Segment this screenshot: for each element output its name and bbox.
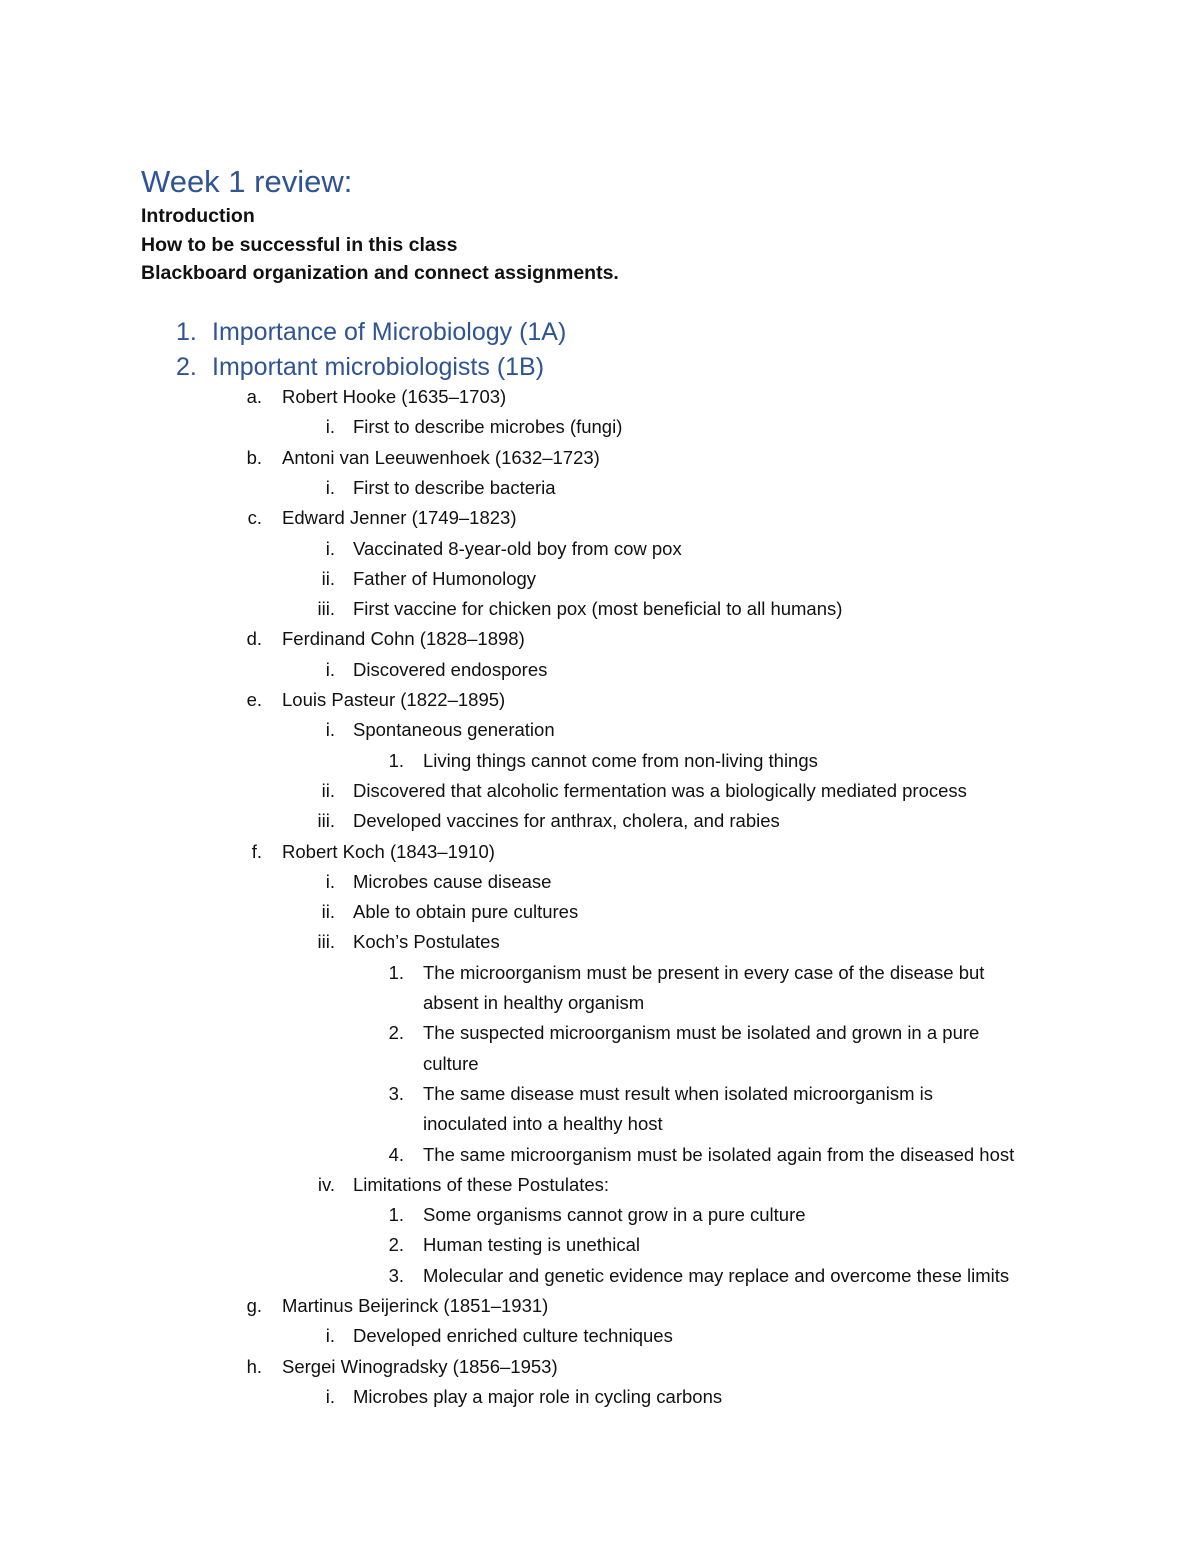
intro-line: How to be successful in this class bbox=[141, 234, 458, 256]
outline-text: Microbes play a major role in cycling carbons bbox=[353, 1385, 723, 1407]
outline-marker: 3. bbox=[388, 1082, 404, 1104]
outline-text: The same disease must result when isolated microorganism is bbox=[423, 1082, 933, 1104]
outline-marker: iii. bbox=[317, 931, 335, 953]
outline-marker: e. bbox=[246, 689, 262, 710]
outline-text: Vaccinated 8-year-old boy from cow pox bbox=[353, 537, 682, 559]
outline-marker: 1. bbox=[388, 749, 404, 771]
outline-text: First to describe bacteria bbox=[353, 476, 556, 498]
outline-text: Living things cannot come from non-living things bbox=[423, 749, 818, 771]
outline-text: Discovered that alcoholic fermentation was a biologically mediated process bbox=[353, 779, 967, 801]
outline-text: Developed enriched culture techniques bbox=[353, 1325, 673, 1347]
outline-marker: iv. bbox=[317, 1173, 335, 1195]
section-title: Important microbiologists (1B) bbox=[212, 353, 545, 381]
outline-text: Human testing is unethical bbox=[423, 1234, 640, 1256]
outline-text: absent in healthy organism bbox=[423, 992, 645, 1013]
intro-line: Blackboard organization and connect assignments. bbox=[141, 262, 619, 284]
outline-text: The microorganism must be present in every case of the disease but bbox=[423, 961, 985, 983]
outline-text: Limitations of these Postulates: bbox=[353, 1173, 610, 1195]
intro-line: Introduction bbox=[141, 205, 255, 227]
outline-marker: 2. bbox=[388, 1234, 404, 1256]
outline-marker: iii. bbox=[317, 810, 335, 832]
outline-marker: i. bbox=[325, 476, 335, 498]
outline-marker: c. bbox=[247, 507, 262, 529]
outline-marker: h. bbox=[246, 1355, 262, 1377]
outline-marker: 1. bbox=[388, 961, 404, 983]
outline-marker: 2. bbox=[388, 1022, 404, 1044]
outline-text: Molecular and genetic evidence may replace and overcome these limits bbox=[423, 1264, 1010, 1286]
outline-marker: i. bbox=[325, 537, 335, 559]
outline-marker: iii. bbox=[317, 598, 335, 620]
outline-marker: f. bbox=[251, 840, 262, 862]
outline-marker: a. bbox=[246, 386, 262, 407]
section-title: Importance of Microbiology (1A) bbox=[212, 318, 567, 346]
outline-text: Sergei Winogradsky (1856–1953) bbox=[282, 1355, 558, 1377]
outline-marker: 3. bbox=[388, 1264, 404, 1286]
outline-marker: g. bbox=[246, 1295, 262, 1316]
outline-marker: i. bbox=[325, 870, 335, 892]
outline-marker: i. bbox=[325, 1325, 335, 1347]
section-number: 1. bbox=[176, 318, 197, 346]
outline-text: Koch’s Postulates bbox=[353, 931, 500, 953]
outline-text: Developed vaccines for anthrax, cholera, and rabies bbox=[353, 810, 780, 832]
outline-marker: i. bbox=[325, 719, 335, 741]
outline-marker: ii. bbox=[321, 567, 335, 589]
outline-text: Louis Pasteur (1822–1895) bbox=[282, 689, 506, 710]
outline-marker: ii. bbox=[321, 901, 335, 923]
page-title: Week 1 review: bbox=[141, 164, 353, 199]
outline-text: The same microorganism must be isolated again from the diseased host bbox=[423, 1143, 1015, 1165]
outline-text: Edward Jenner (1749–1823) bbox=[282, 507, 517, 529]
outline-marker: ii. bbox=[321, 779, 335, 801]
outline-text: culture bbox=[423, 1052, 479, 1074]
outline-marker: i. bbox=[325, 1385, 335, 1407]
section-heading bbox=[176, 318, 566, 347]
outline-marker: 1. bbox=[388, 1204, 404, 1226]
outline-text: Antoni van Leeuwenhoek (1632–1723) bbox=[282, 446, 600, 468]
outline-marker: d. bbox=[246, 628, 262, 650]
section-heading bbox=[176, 353, 544, 382]
outline-text: inoculated into a healthy host bbox=[423, 1113, 663, 1135]
outline-text: Discovered endospores bbox=[353, 658, 548, 680]
outline-text: Able to obtain pure cultures bbox=[353, 901, 579, 923]
outline-text: First to describe microbes (fungi) bbox=[353, 416, 623, 438]
outline-marker: 4. bbox=[388, 1143, 404, 1165]
outline-marker: i. bbox=[325, 658, 335, 680]
outline-text: Microbes cause disease bbox=[353, 870, 552, 892]
outline-text: Spontaneous generation bbox=[353, 719, 555, 741]
outline-text: Ferdinand Cohn (1828–1898) bbox=[282, 628, 525, 650]
outline-text: Martinus Beijerinck (1851–1931) bbox=[282, 1295, 549, 1316]
outline-marker: b. bbox=[246, 446, 262, 468]
outline-text: Father of Humonology bbox=[353, 567, 537, 589]
outline-text: The suspected microorganism must be isolated and grown in a pure bbox=[423, 1022, 980, 1044]
outline-text: Robert Hooke (1635–1703) bbox=[282, 386, 507, 407]
outline-text: First vaccine for chicken pox (most beneficial to all humans) bbox=[353, 598, 843, 620]
outline-marker: i. bbox=[325, 416, 335, 438]
section-number: 2. bbox=[176, 353, 197, 381]
outline-text: Robert Koch (1843–1910) bbox=[282, 840, 495, 862]
outline-text: Some organisms cannot grow in a pure culture bbox=[423, 1204, 806, 1226]
